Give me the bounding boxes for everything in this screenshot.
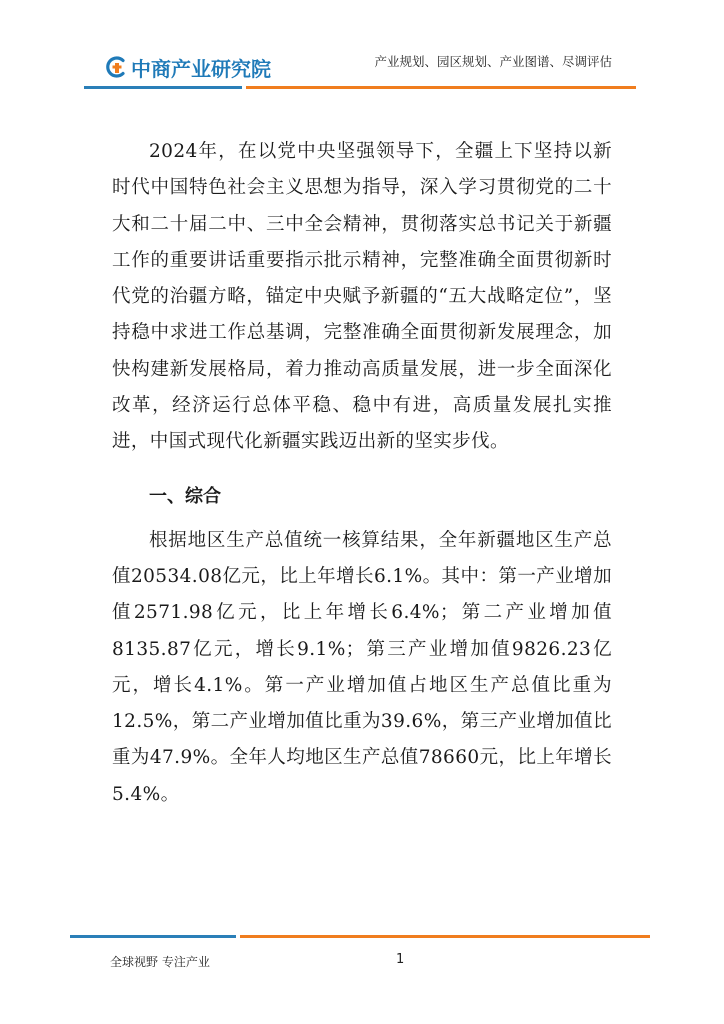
company-logo: [106, 52, 271, 82]
section-paragraph: 根据地区生产总值统一核算结果，全年新疆地区生产总值20534.08亿元，比上年增长6.1%。其中：第一产业增加值2571.98亿元，比上年增长6.4%；第二产业增加值8135.87亿元，增长9.1%；第三产业增加值9826.23亿元，增长4.1%。第一产业增加值占地区生产总值比重为12.5%，第二产业增加值比重为39.6%，第三产业增加值比重为47.9%。全年人均地区生产总值78660元，比上年增长5.4%。: [112, 529, 612, 805]
footer-rule-blue: [70, 935, 236, 938]
header-rule-orange: [246, 86, 636, 89]
section-heading: 一、综合: [149, 485, 221, 507]
header-tagline: 产业规划、园区规划、产业图谱、尽调评估: [374, 54, 612, 69]
header-rule-blue: [84, 86, 242, 89]
logo-text: 中商产业研究院: [131, 56, 271, 81]
footer-slogan: 全球视野 专注产业: [110, 955, 210, 969]
page-header: [0, 0, 724, 100]
intro-paragraph: 2024年，在以党中央坚强领导下，全疆上下坚持以新时代中国特色社会主义思想为指导，深入学习贯彻党的二十大和二十届二中、三中全会精神，贯彻落实总书记关于新疆工作的重要讲话重要指示批示精神，完整准确全面贯彻新时代党的治疆方略，锚定中央赋予新疆的“五大战略定位”，坚持稳中求进工作总基调，完整准确全面贯彻新发展理念，加快构建新发展格局，着力推动高质量发展，进一步全面深化改革，经济运行总体平稳、稳中有进，高质量发展扎实推进，中国式现代化新疆实践迈出新的坚实步伐。: [112, 141, 612, 453]
logo-c-icon: [106, 56, 128, 78]
page-number: 1: [396, 952, 405, 967]
footer-rule-orange: [240, 935, 650, 938]
document-body: [112, 134, 612, 813]
